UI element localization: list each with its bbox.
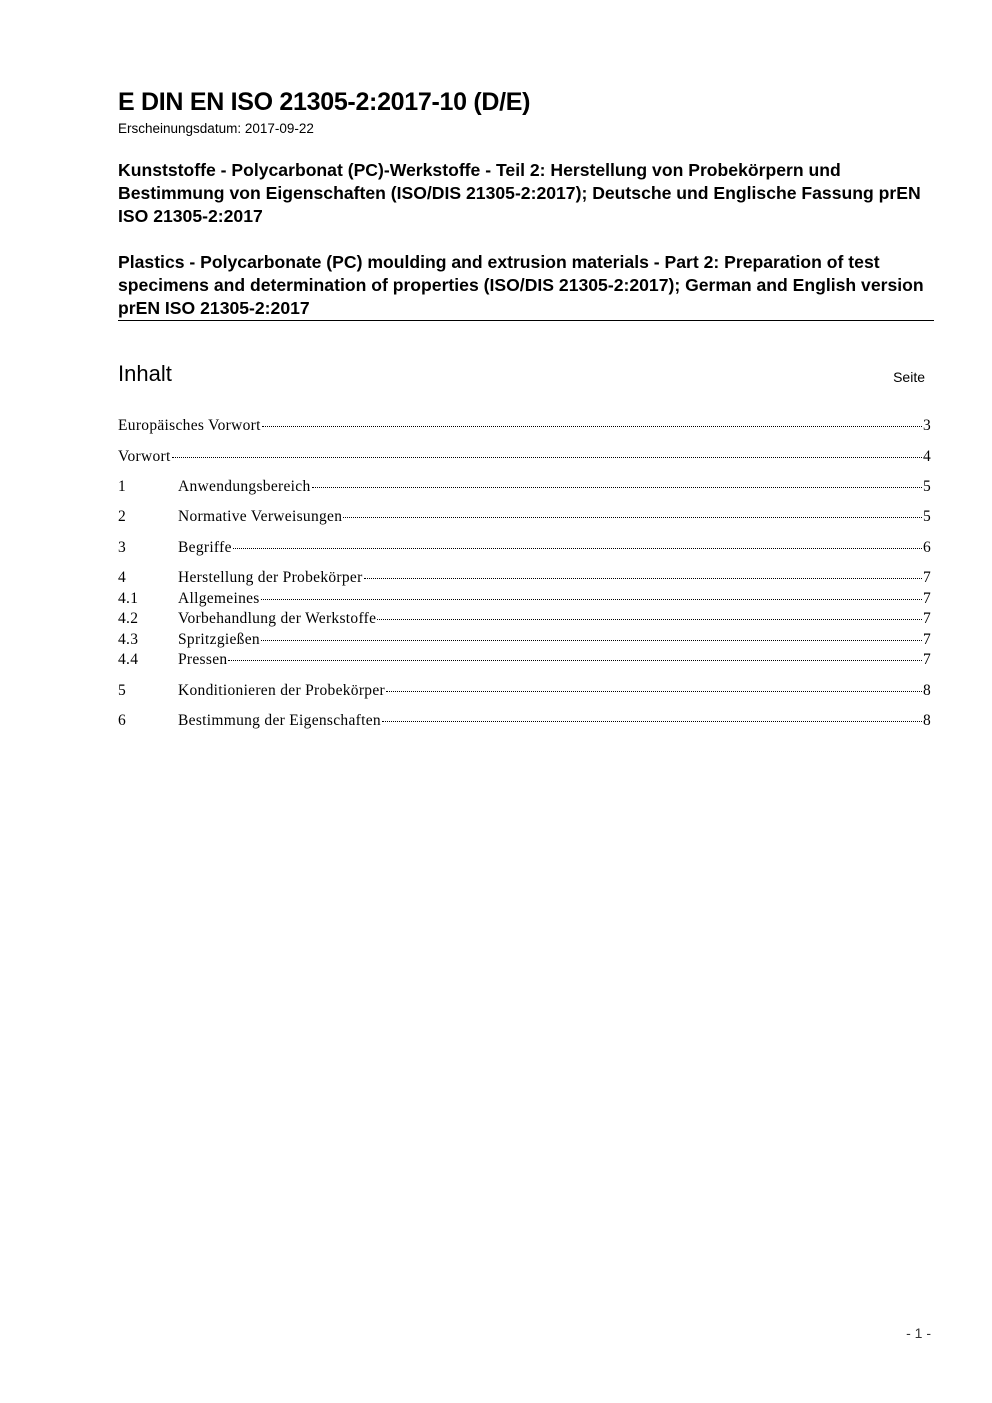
toc-entry-number: 6 <box>118 712 127 729</box>
issue-date: Erscheinungsdatum: 2017-09-22 <box>118 121 314 136</box>
toc-dot-leader <box>233 548 922 549</box>
toc-entry-number: 4 <box>118 569 127 586</box>
title-german: Kunststoffe - Polycarbonat (PC)-Werkstoffe - Teil 2: Herstellung von Probekörpern und Bestimmung von Eigenschaften (ISO/DIS 21305-2:2017); Deutsche und Englische Fassung prEN ISO 21305-2:2017 <box>118 160 921 226</box>
toc-entry-page: 6 <box>922 539 931 556</box>
toc-dot-leader <box>343 517 922 518</box>
toc-dot-leader <box>364 578 922 579</box>
toc-dot-leader <box>386 691 922 692</box>
toc-entry-title: Spritzgießen <box>178 631 260 648</box>
toc-dot-leader <box>377 619 922 620</box>
toc-entry-europaeisches-vorwort[interactable] <box>118 417 931 437</box>
toc-entry-1[interactable] <box>118 478 931 498</box>
toc-dot-leader <box>228 660 921 661</box>
document-id: E DIN EN ISO 21305-2:2017-10 (D/E) <box>118 88 531 116</box>
toc-entry-number: 2 <box>118 508 127 525</box>
toc-entry-4[interactable] <box>118 569 931 589</box>
toc-heading: Inhalt <box>118 361 172 386</box>
toc-entry-title: Vorbehandlung der Werkstoffe <box>178 610 377 627</box>
toc-entry-4-1[interactable] <box>118 590 931 610</box>
toc-entry-title: Normative Verweisungen <box>178 508 343 525</box>
toc-entry-5[interactable] <box>118 682 931 702</box>
toc-entry-4-2[interactable] <box>118 610 931 630</box>
toc-dot-leader <box>261 599 922 600</box>
toc-entry-page: 5 <box>922 508 931 525</box>
toc-entry-title: Pressen <box>178 651 228 668</box>
toc-entry-4-4[interactable] <box>118 651 931 671</box>
toc-entry-title: Begriffe <box>178 539 232 556</box>
toc-entry-title: Europäisches Vorwort <box>118 417 261 434</box>
toc-entry-title: Allgemeines <box>178 590 260 607</box>
toc-entry-number: 4.3 <box>118 631 139 648</box>
toc-entry-page: 8 <box>922 712 931 729</box>
toc-entry-page: 7 <box>922 651 931 668</box>
toc-entry-page: 8 <box>922 682 931 699</box>
toc-entry-page: 7 <box>922 631 931 648</box>
toc-entry-3[interactable] <box>118 539 931 559</box>
toc-entry-title: Anwendungsbereich <box>178 478 311 495</box>
toc-entry-number: 4.1 <box>118 590 139 607</box>
title-divider <box>118 320 934 321</box>
toc-entry-number: 3 <box>118 539 127 556</box>
toc-entry-page: 4 <box>922 448 931 465</box>
toc-entry-number: 5 <box>118 682 127 699</box>
toc-entry-page: 7 <box>922 610 931 627</box>
toc-dot-leader <box>262 426 922 427</box>
toc-entry-title: Herstellung der Probekörper <box>178 569 363 586</box>
toc-entry-2[interactable] <box>118 508 931 528</box>
toc-entry-title: Konditionieren der Probekörper <box>178 682 385 699</box>
toc-entry-number: 4.2 <box>118 610 139 627</box>
footer-page-number: - 1 - <box>906 1325 931 1341</box>
toc-entry-page: 7 <box>922 590 931 607</box>
toc-entry-page: 5 <box>922 478 931 495</box>
toc-page-column-label: Seite <box>893 369 925 385</box>
toc-entry-title: Vorwort <box>118 448 171 465</box>
toc-entry-number: 1 <box>118 478 127 495</box>
toc-dot-leader <box>261 640 922 641</box>
toc-dot-leader <box>312 487 922 488</box>
toc-entry-vorwort[interactable] <box>118 448 931 468</box>
toc-entry-title: Bestimmung der Eigenschaften <box>178 712 381 729</box>
toc-entry-6[interactable] <box>118 712 931 732</box>
toc-entry-4-3[interactable] <box>118 631 931 651</box>
title-english: Plastics - Polycarbonate (PC) moulding and extrusion materials - Part 2: Preparation of test specimens and determination of properties (ISO/DIS 21305-2:2017); German and English version prEN ISO 21305-2:2017 <box>118 252 924 318</box>
toc-entry-number: 4.4 <box>118 651 139 668</box>
toc-dot-leader <box>172 457 922 458</box>
toc-entry-page: 7 <box>922 569 931 586</box>
toc-dot-leader <box>382 721 922 722</box>
toc-entry-page: 3 <box>922 417 931 434</box>
